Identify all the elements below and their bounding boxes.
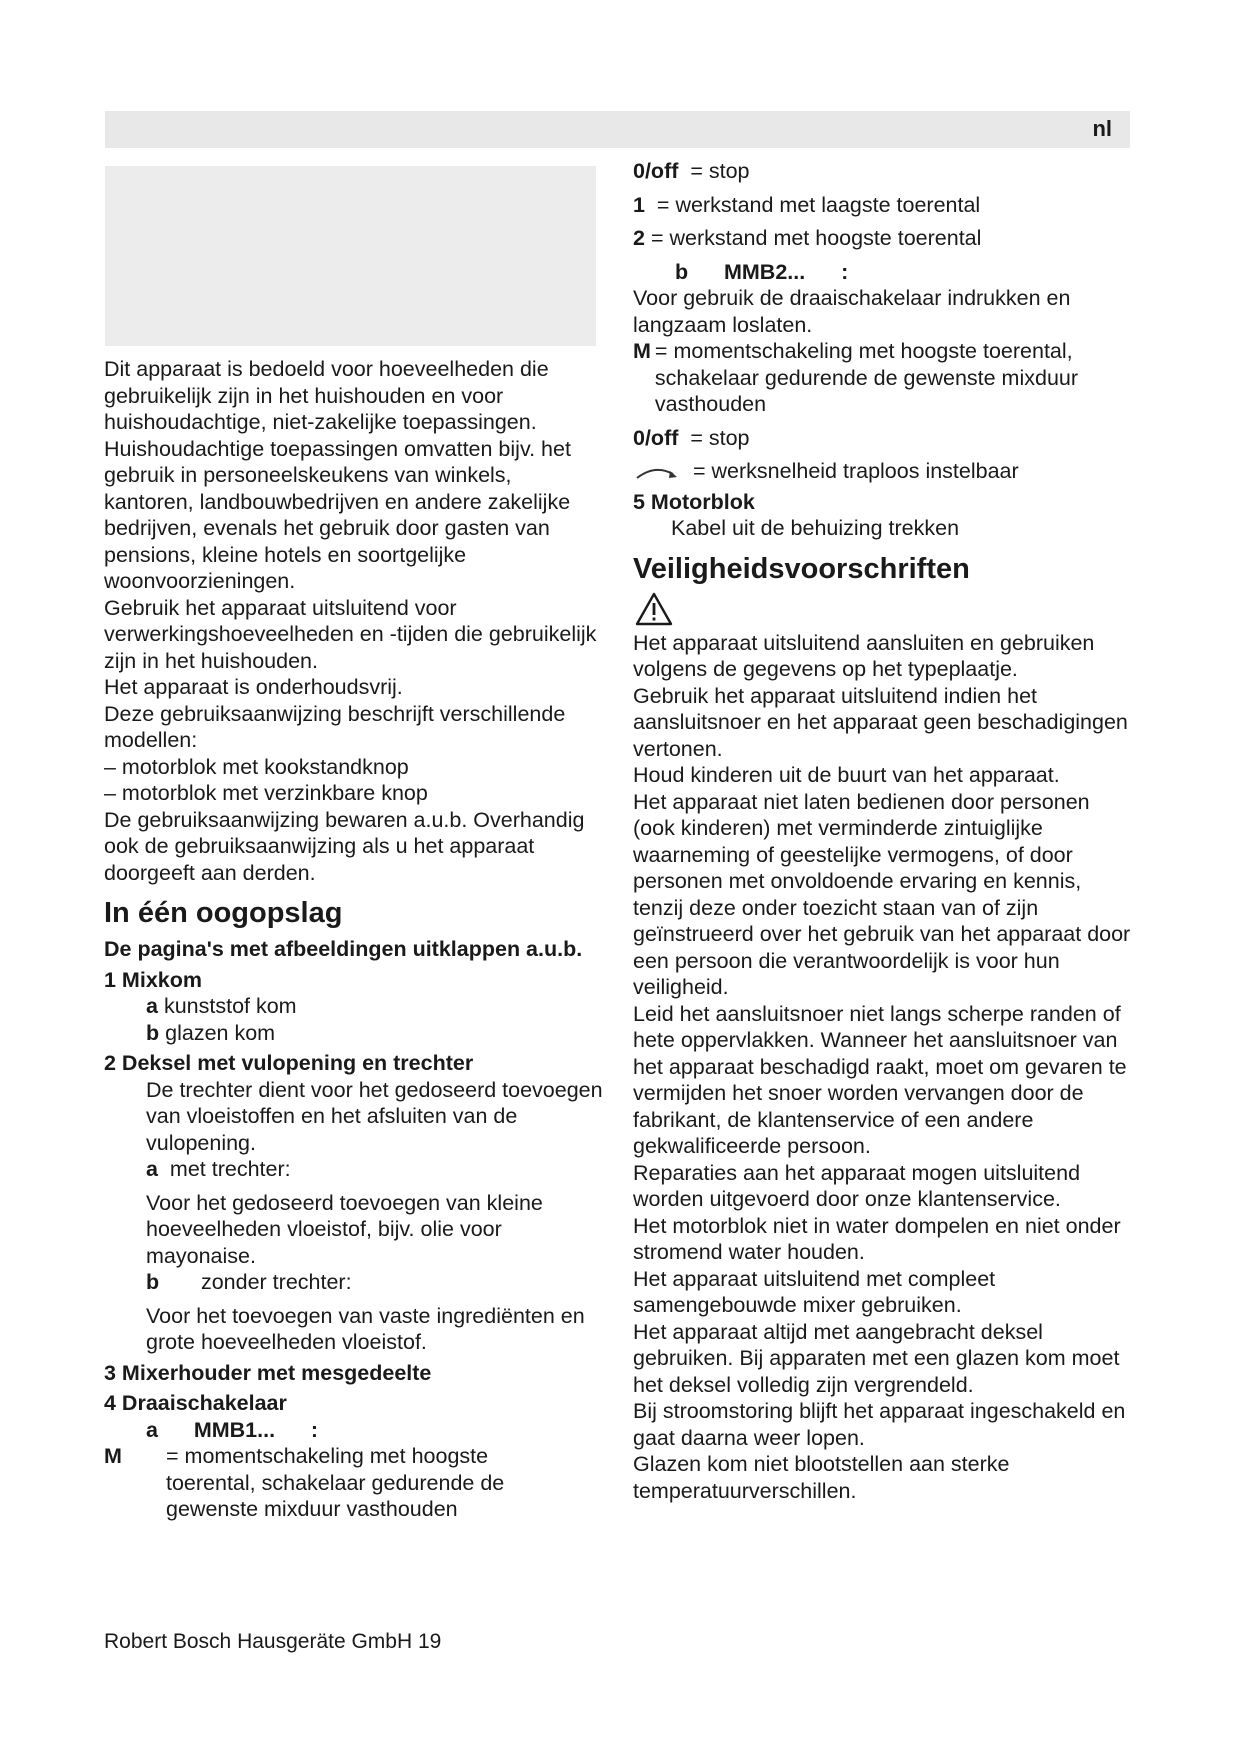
safety-paragraph: Glazen kom niet blootstellen aan sterke temperatuurverschillen. [633, 1452, 1010, 1503]
safety-paragraph: Gebruik het apparaat uitsluitend indien het aansluitsnoer en het apparaat geen beschadigingen vertonen. [633, 683, 1128, 761]
safety-paragraph: Reparaties aan het apparaat mogen uitsluitend worden uitgevoerd door onze klantenservice. [633, 1160, 1081, 1211]
header-bar [105, 111, 1130, 148]
switch-off-row-2: 0/off = stop [633, 425, 750, 450]
section-title: In één oogopslag [104, 897, 343, 929]
right-column [633, 158, 1133, 1504]
item-5-title: 5 Motorblok [633, 489, 755, 514]
intro-paragraph: De gebruiksaanwijzing bewaren a.u.b. Overhandig ook de gebruiksaanwijzing als u het apparaat doorgeeft aan derden. [104, 807, 585, 885]
item-4a-model: a MMB1... : [146, 1417, 319, 1442]
safety-paragraph: Het apparaat niet laten bedienen door personen (ook kinderen) met verminderde zintuiglijke waarneming of geestelijke vermogens, of door personen met onvoldoende ervaring en kennis, tenzij deze onder toezicht staan van of zijn geïnstrueerd over het gebruik van het apparaat door een persoon die verantwoordelijk is voor hun veiligheid. [633, 789, 1131, 999]
item-4-m-row: M = momentschakeling met hoogste toerental, schakelaar gedurende de gewenste mixduur vasthouden [104, 1444, 505, 1521]
safety-title: Veiligheidsvoorschriften [633, 552, 970, 585]
item-2a-label: a met trechter: [146, 1157, 291, 1181]
item-1b: b glazen kom [146, 1020, 276, 1045]
item-4-title: 4 Draaischakelaar [104, 1391, 287, 1415]
item-2a-text: Voor het gedoseerd toevoegen van kleine hoeveelheden vloeistof, bijv. olie voor mayonaise. [146, 1190, 543, 1268]
item-1a: a kunststof kom [146, 994, 297, 1018]
intro-paragraph: Deze gebruiksaanwijzing beschrijft verschillende modellen: [104, 701, 566, 752]
switch-2-row: 2 = werkstand met hoogste toerental [633, 226, 982, 250]
safety-paragraph: Het motorblok niet in water dompelen en niet onder stromend water houden. [633, 1213, 1121, 1264]
item-2-title: 2 Deksel met vulopening en trechter [104, 1051, 474, 1075]
intro-paragraph: Gebruik het apparaat uitsluitend voor verwerkingshoeveelheden en -tijden die gebruikelijk zijn in het huishouden. [104, 595, 597, 673]
language-code: nl [1092, 116, 1112, 141]
variable-speed-row: = werksnelheid traploos instelbaar [633, 458, 1133, 485]
model-list-item: – motorblok met verzinkbare knop [104, 781, 428, 805]
safety-paragraph: Leid het aansluitsnoer niet langs scherpe randen of hete oppervlakken. Wanneer het aansluitsnoer van het apparaat beschadigd raakt, moet om gevaren te vermijden het snoer worden vervangen door de fabrikant, de klantenservice of een andere gekwalificeerde persoon. [633, 1001, 1127, 1158]
item-2-description: De trechter dient voor het gedoseerd toevoegen van vloeistoffen en het afsluiten van de vulopening. [146, 1077, 603, 1155]
intro-paragraph: Dit apparaat is bedoeld voor hoeveelheden die gebruikelijk zijn in het huishouden en voor huishoudachtige, niet-zakelijke toepassingen. Huishoudachtige toepassingen omvatten bijv. het gebruik in personeelskeukens van winkels, kantoren, landbouwbedrijven en andere zakelijke bedrijven, evenals het gebruik door gasten van pensions, kleine hotels en soortgelijke woonvoorzieningen. [104, 357, 571, 593]
warning-icon [635, 592, 673, 626]
safety-paragraph: Het apparaat uitsluitend aansluiten en gebruiken volgens de gegevens op het typeplaatje. [633, 630, 1095, 681]
page-footer: Robert Bosch Hausgeräte GmbH 19 [104, 1630, 442, 1653]
intro-paragraph: Het apparaat is onderhoudsvrij. [104, 675, 403, 699]
item-1-title: 1 Mixkom [104, 967, 202, 992]
safety-paragraph: Bij stroomstoring blijft het apparaat ingeschakeld en gaat daarna weer lopen. [633, 1399, 1126, 1450]
momentary-row: M = momentschakeling met hoogste toerental, schakelaar gedurende de gewenste mixduur vasthouden [633, 339, 1079, 416]
safety-paragraph: Het apparaat uitsluitend met compleet samengebouwde mixer gebruiken. [633, 1266, 996, 1317]
switch-1-row: 1 = werkstand met laagste toerental [633, 192, 981, 217]
safety-paragraph: Houd kinderen uit de buurt van het apparaat. [633, 763, 1060, 787]
switch-off-row: 0/off = stop [633, 159, 750, 183]
left-column [104, 356, 604, 1523]
item-2b-text: Voor het toevoegen van vaste ingrediënten en grote hoeveelheden vloeistof. [146, 1303, 585, 1354]
item-5-text: Kabel uit de behuizing trekken [671, 516, 960, 540]
variant-b-intro: Voor gebruik de draaischakelaar indrukken en langzaam loslaten. [633, 286, 1071, 337]
item-3-title: 3 Mixerhouder met mesgedeelte [104, 1360, 432, 1385]
safety-paragraph: Het apparaat altijd met aangebracht deksel gebruiken. Bij apparaten met een glazen kom moet het deksel volledig zijn vergrendeld. [633, 1319, 1120, 1397]
fold-out-note: De pagina's met afbeeldingen uitklappen a.u.b. [104, 937, 583, 961]
variable-speed-icon [633, 464, 685, 480]
variant-b-model: b MMB2... : [675, 259, 849, 284]
model-list-item: – motorblok met kookstandknop [104, 754, 409, 779]
item-2b-label: b zonder trechter: [146, 1270, 352, 1294]
image-placeholder [105, 166, 596, 346]
